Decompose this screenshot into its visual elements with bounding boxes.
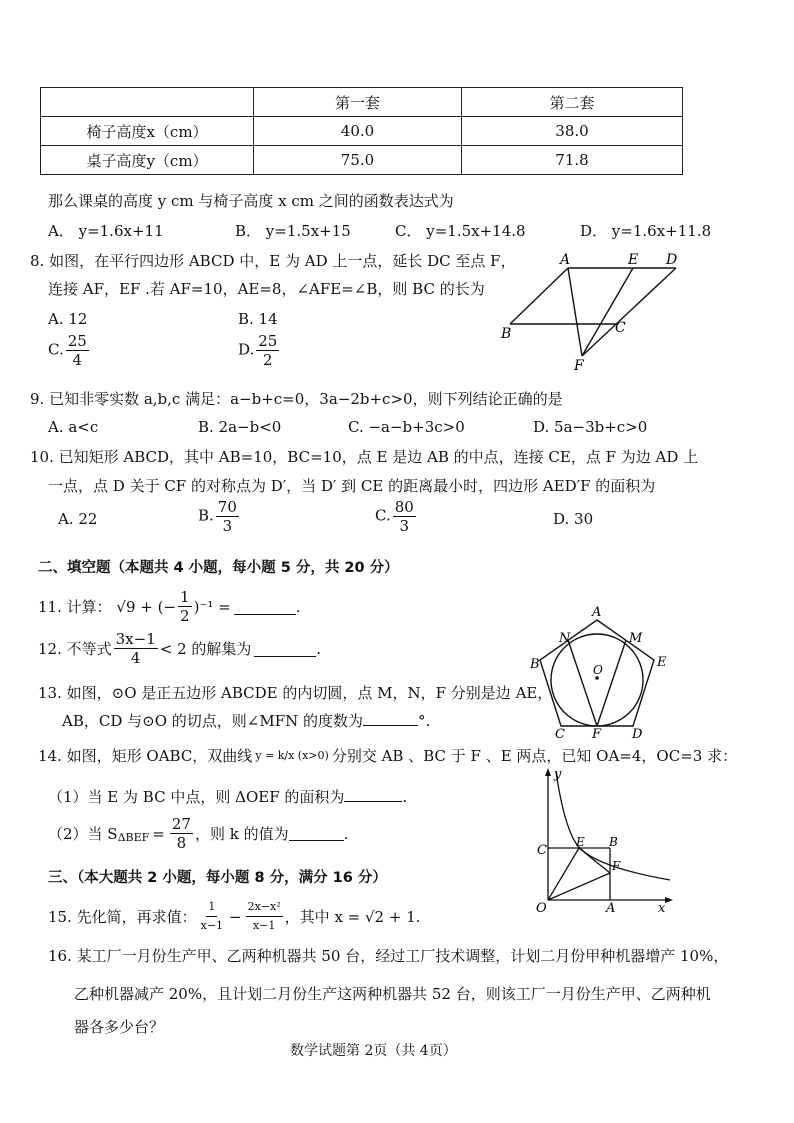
q7-option-b: B． y=1.5x+15 xyxy=(235,222,351,240)
q12 xyxy=(38,630,321,667)
segment-ab xyxy=(510,268,568,324)
frac-den: 4 xyxy=(130,649,141,667)
q11 xyxy=(38,588,300,625)
label-c: C xyxy=(615,320,626,336)
table-cell: 75.0 xyxy=(254,146,462,175)
q10-option-b xyxy=(198,498,241,535)
label-o: O xyxy=(536,901,547,912)
q8-option-c xyxy=(48,332,91,369)
q14-part2-blank xyxy=(289,826,344,841)
frac-den: 3 xyxy=(399,517,410,535)
label-x: x xyxy=(658,901,666,912)
q14-hyperbola-figure xyxy=(510,762,685,912)
q8-option-d-label: D. xyxy=(238,340,255,359)
q10-option-c-label: C. xyxy=(375,506,391,525)
q15-post: ，其中 x = √2 + 1. xyxy=(284,908,421,926)
q14-part1 xyxy=(48,786,407,807)
q11-end: . xyxy=(295,597,301,616)
q10-option-b-label: B. xyxy=(198,506,214,525)
frac-num: 3x−1 xyxy=(115,630,156,648)
q12-end: . xyxy=(316,639,322,658)
frac-num: 70 xyxy=(217,498,237,516)
q14-part2-fraction xyxy=(170,815,193,852)
q14-pre: 14. 如图，矩形 OABC，双曲线 xyxy=(38,747,253,765)
frac-den: 4 xyxy=(72,351,83,369)
frac-num: 80 xyxy=(394,498,414,516)
section-2-heading: 二、填空题（本题共 4 小题，每小题 5 分，共 20 分） xyxy=(38,560,399,576)
table-header-cell: 第二套 xyxy=(462,88,683,117)
q13-end: °. xyxy=(418,712,431,730)
q12-pre: 12. 不等式 xyxy=(38,640,112,658)
segment-df xyxy=(582,268,676,356)
table-cell: 38.0 xyxy=(462,117,683,146)
q12-answer-blank xyxy=(254,640,316,657)
table-cell: 椅子高度x（cm） xyxy=(41,117,254,146)
q11-answer-blank xyxy=(234,598,296,615)
table-cell: 71.8 xyxy=(462,146,683,175)
segment-af xyxy=(568,268,582,356)
q11-pre: 11. 计算： √9 + (− xyxy=(38,598,177,616)
q11-post: )⁻¹ = xyxy=(193,597,231,616)
y-axis-arrow xyxy=(545,768,551,776)
q7-option-a: A． y=1.6x+11 xyxy=(48,222,164,240)
table-row xyxy=(41,146,683,175)
q8-option-d xyxy=(238,332,281,369)
label-e: E xyxy=(657,655,667,670)
q14-hyperbola: y = k/x (x>0) xyxy=(255,749,329,762)
frac-num: 1 xyxy=(180,588,190,606)
segment-nf xyxy=(568,640,597,726)
segment-of xyxy=(548,873,610,900)
q13-pentagon-figure xyxy=(528,600,673,740)
q15-fraction-1 xyxy=(199,898,225,935)
q13-line1: 13. 如图，⊙O 是正五边形 ABCDE 的内切圆，点 M，N，F 分别是边 AE， xyxy=(38,684,553,702)
q10-option-c xyxy=(375,498,418,535)
label-f: F xyxy=(592,727,602,740)
q10-option-c-fraction xyxy=(393,498,416,535)
q14-part2-pre: （2）当 S xyxy=(48,825,118,843)
q7-option-c: C． y=1.5x+14.8 xyxy=(395,222,526,240)
label-f: F xyxy=(612,859,621,873)
q7-stem: 那么课桌的高度 y cm 与椅子高度 x cm 之间的函数表达式为 xyxy=(48,192,454,210)
frac-den: 2 xyxy=(263,351,273,369)
q11-fraction xyxy=(178,588,192,625)
segment-ef xyxy=(582,268,633,356)
q8-option-b: B. 14 xyxy=(238,310,278,328)
q8-option-c-label: C. xyxy=(48,340,64,359)
frac-num: 1 xyxy=(206,898,217,917)
q14-part2-post: ，则 k 的值为 xyxy=(194,825,289,843)
q9-option-c: C. −a−b+3c>0 xyxy=(348,418,465,436)
segment-mf xyxy=(597,640,626,726)
frac-num: 2x−x² xyxy=(246,898,283,917)
q8-option-d-fraction xyxy=(256,332,279,369)
table-cell: 桌子高度y（cm） xyxy=(41,146,254,175)
q14-part2-end: . xyxy=(343,824,349,843)
table-header-cell xyxy=(41,88,254,117)
q16-line1: 16. 某工厂一月份生产甲、乙两种机器共 50 台，经过工厂技术调整，计划二月份甲种机器增产 10%， xyxy=(48,947,729,965)
frac-num: 27 xyxy=(171,815,191,833)
frac-den: 2 xyxy=(180,607,190,625)
inscribed-circle xyxy=(551,634,643,726)
label-y: y xyxy=(554,767,562,782)
label-c: C xyxy=(555,727,565,740)
table-header-row xyxy=(41,88,683,117)
frac-den: 8 xyxy=(176,834,187,852)
frac-den: 3 xyxy=(222,517,233,535)
label-b: B xyxy=(530,657,540,672)
q8-option-a: A. 12 xyxy=(48,310,88,328)
q12-fraction xyxy=(114,630,158,667)
q16-line3: 器各多少台？ xyxy=(74,1018,165,1036)
q13-line2: AB，CD 与⊙O 的切点，则∠MFN 的度数为 xyxy=(62,712,363,730)
q13-answer-blank xyxy=(363,711,418,726)
x-axis-arrow xyxy=(665,897,673,903)
q9-option-d: D. 5a−3b+c>0 xyxy=(533,418,648,436)
page-footer: 数学试题第 2页（共 4页） xyxy=(290,1043,457,1059)
q8-parallelogram-figure xyxy=(498,248,688,373)
q16-line2: 乙种机器减产 20%，且计划二月份生产这两种机器共 52 台，则该工厂一月份生产甲、乙两种机 xyxy=(74,985,711,1003)
table-row xyxy=(41,117,683,146)
height-table xyxy=(40,87,683,175)
q15 xyxy=(48,898,421,935)
q10-line2: 一点，点 D 关于 CF 的对称点为 D′，当 D′ 到 CE 的距离最小时，四边形 AED′F 的面积为 xyxy=(48,477,656,495)
q14-part1-blank xyxy=(344,787,402,802)
frac-num: 25 xyxy=(258,332,278,350)
q9-option-a: A. a<c xyxy=(48,418,99,436)
q8-option-c-fraction xyxy=(66,332,89,369)
label-e: E xyxy=(576,835,585,849)
label-b: B xyxy=(501,326,512,342)
q10-option-b-fraction xyxy=(216,498,239,535)
frac-den: x−1 xyxy=(252,919,276,932)
label-e: E xyxy=(628,252,639,268)
q9-option-b: B. 2a−b<0 xyxy=(198,418,282,436)
frac-den: x−1 xyxy=(200,919,224,932)
q14-part1-end: . xyxy=(402,788,408,806)
label-n: N xyxy=(559,631,571,646)
label-a: A xyxy=(606,901,616,912)
label-m: M xyxy=(629,631,643,646)
label-o: O xyxy=(593,663,603,677)
label-a: A xyxy=(592,605,602,620)
q7-option-d: D． y=1.6x+11.8 xyxy=(580,222,712,240)
q15-pre: 15. 先化简，再求值： xyxy=(48,908,197,926)
label-d: D xyxy=(632,727,643,740)
q14-part2-eq: = xyxy=(152,824,165,843)
section-3-heading: 三、（本大题共 2 小题，每小题 8 分，满分 16 分） xyxy=(48,870,387,886)
q14-part1-text: （1）当 E 为 BC 中点，则 ΔOEF 的面积为 xyxy=(48,788,345,806)
label-f: F xyxy=(574,358,584,373)
q8-line1: 8. 如图，在平行四边形 ABCD 中，E 为 AD 上一点，延长 DC 至点 F， xyxy=(30,252,516,270)
q15-fraction-2 xyxy=(246,898,283,935)
q10-line1: 10. 已知矩形 ABCD，其中 AB=10，BC=10，点 E 是边 AB 的中点，连接 CE，点 F 为边 AD 上 xyxy=(30,448,699,466)
label-d: D xyxy=(666,252,678,268)
q14-part2-sub: ΔBEF xyxy=(117,831,150,844)
q14-post: 分别交 AB 、BC 于 F 、E 两点，已知 OA=4，OC=3 求： xyxy=(331,747,738,765)
frac-num: 25 xyxy=(67,332,87,350)
q14-part2 xyxy=(48,815,348,852)
label-a: A xyxy=(560,252,571,268)
q13-line2-wrap xyxy=(62,710,430,731)
q15-minus: − xyxy=(229,907,242,926)
label-b: B xyxy=(609,835,618,849)
table-header-cell: 第一套 xyxy=(254,88,462,117)
label-c: C xyxy=(537,843,547,858)
q10-option-a: A. 22 xyxy=(58,510,98,528)
q12-post: < 2 的解集为 xyxy=(159,640,252,658)
q8-line2: 连接 AF，EF .若 AF=10，AE=8，∠AFE=∠B，则 BC 的长为 xyxy=(48,280,485,298)
q9-stem: 9. 已知非零实数 a,b,c 满足：a−b+c=0，3a−2b+c>0，则下列结论正确的是 xyxy=(30,390,563,408)
table-cell: 40.0 xyxy=(254,117,462,146)
segment-oe xyxy=(548,848,579,900)
q10-option-d: D. 30 xyxy=(553,510,594,528)
